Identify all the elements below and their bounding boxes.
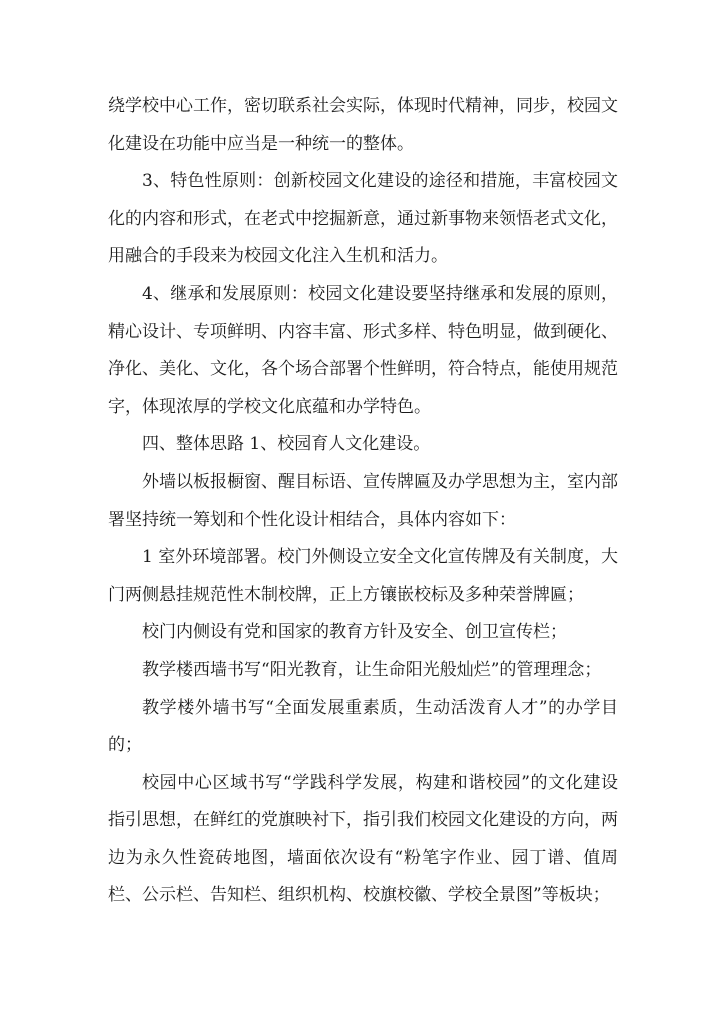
paragraph-5: 外墙以板报橱窗、醒目标语、宣传牌匾及办学思想为主，室内部署坚持统一筹划和个性化设计相结合，具体内容如下： (108, 471, 618, 530)
paragraph-3: 4、继承和发展原则：校园文化建设要坚持继承和发展的原则，精心设计、专项鲜明、内容丰富、形式多样、特色明显，做到硬化、净化、美化、文化，各个场合部署个性鲜明，符合特点，能使用规范字，体现浓厚的学校文化底蕴和办学特色。 (108, 283, 618, 417)
paragraph-1: 绕学校中心工作，密切联系社会实际，体现时代精神，同步，校园文化建设在功能中应当是一种统一的整体。 (108, 96, 618, 154)
paragraph-4: 四、整体思路 1、校园育人文化建设。 (142, 434, 431, 455)
paragraph-8: 教学楼西墙书写“阳光教育，让生命阳光般灿烂”的管理理念； (142, 659, 602, 680)
paragraph-7: 校门内侧设有党和国家的教育方针及安全、创卫宣传栏； (142, 622, 567, 643)
paragraph-2: 3、特色性原则：创新校园文化建设的途径和措施，丰富校园文化的内容和形式，在老式中挖掘新意，通过新事物来领悟老式文化，用融合的手段来为校园文化注入生机和活力。 (108, 171, 618, 267)
paragraph-10: 校园中心区域书写“学践科学发展，构建和谐校园”的文化建设指引思想，在鲜红的党旗映衬下，指引我们校园文化建设的方向，两边为永久性瓷砖地图，墙面依次设有“粉笔字作业、园丁谱、值周栏、公示栏、告知栏、组织机构、校旗校徽、学校全景图”等板块； (108, 772, 618, 906)
paragraph-6: 1 室外环境部署。校门外侧设立安全文化宣传牌及有关制度，大门两侧悬挂规范性木制校牌，正上方镶嵌校标及多种荣誉牌匾； (108, 547, 618, 605)
document-body (108, 88, 618, 915)
paragraph-9: 教学楼外墙书写“全面发展重素质，生动活泼育人才”的办学目的； (108, 697, 618, 756)
